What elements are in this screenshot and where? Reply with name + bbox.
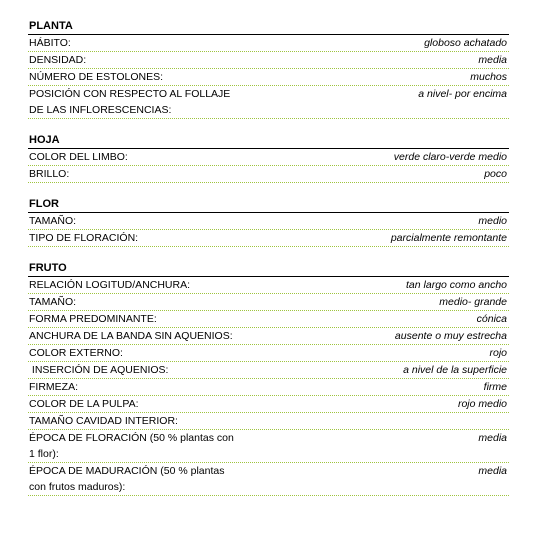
table-row [28,294,509,311]
row-label: TAMAÑO: [29,296,77,308]
table-row [28,396,509,413]
table-row [28,69,509,86]
row-label [28,430,234,462]
table-row [28,149,509,166]
row-value: medio- grande [439,296,507,308]
row-label: COLOR DE LA PULPA: [29,398,139,410]
row-value: firme [483,381,507,393]
row-value: parcialmente remontante [390,232,507,244]
row-label: HÁBITO: [29,37,71,49]
row-value: a nivel- por encima [418,88,507,100]
row-value: a nivel de la superficie [403,364,507,376]
row-label: COLOR EXTERNO: [29,347,123,359]
row-value: media [478,54,507,66]
section-title: FLOR [28,198,509,213]
table-row [28,413,509,430]
row-label: TAMAÑO CAVIDAD INTERIOR: [29,415,178,427]
row-label: INSERCIÓN DE AQUENIOS: [29,364,169,376]
table-row [28,35,509,52]
section-title: PLANTA [28,20,509,35]
table-row [28,430,509,463]
table-row [28,166,509,183]
table-row [28,463,509,496]
row-value: tan largo como ancho [406,279,507,291]
row-label: NÚMERO DE ESTOLONES: [29,71,163,83]
section-title: FRUTO [28,262,509,277]
row-label: RELACIÓN LOGITUD/ANCHURA: [29,279,191,291]
characteristics-sheet [28,20,509,511]
table-row [28,277,509,294]
row-label: ANCHURA DE LA BANDA SIN AQUENIOS: [29,330,233,342]
table-row [28,213,509,230]
row-label: COLOR DEL LIMBO: [29,151,128,163]
row-label-line: ÉPOCA DE MADURACIÓN (50 % plantas [29,465,225,477]
table-row [28,311,509,328]
row-value: globoso achatado [424,37,507,49]
table-row [28,328,509,345]
table-row [28,52,509,69]
table-row [28,379,509,396]
row-label-line: 1 flor): [29,448,59,460]
section-flor [28,198,509,247]
row-value: cónica [476,313,507,325]
row-label: TIPO DE FLORACIÓN: [29,232,139,244]
row-value: rojo [489,347,507,359]
row-value: rojo medio [457,398,507,410]
row-label: BRILLO: [29,168,70,180]
section-title: HOJA [28,134,509,149]
row-value: verde claro-verde medio [393,151,507,163]
table-row [28,362,509,379]
row-label-line: con frutos maduros): [29,481,126,493]
row-label [28,86,230,118]
table-row [28,345,509,362]
row-label: DENSIDAD: [29,54,87,66]
section-hoja [28,134,509,183]
row-label: TAMAÑO: [29,215,77,227]
table-row [28,230,509,247]
table-row [28,86,509,119]
row-label [28,463,224,495]
row-label-line: DE LAS INFLORESCENCIAS: [29,104,172,116]
row-label-line: POSICIÓN CON RESPECTO AL FOLLAJE [29,88,231,100]
row-value: poco [484,168,507,180]
row-value: media [478,465,507,477]
row-label-line: ÉPOCA DE FLORACIÓN (50 % plantas con [29,432,234,444]
row-value: medio [478,215,507,227]
row-value: media [478,432,507,444]
section-fruto [28,262,509,496]
row-label: FORMA PREDOMINANTE: [29,313,157,325]
row-value: ausente o muy estrecha [394,330,507,342]
section-planta [28,20,509,119]
row-value: muchos [470,71,507,83]
row-label: FIRMEZA: [29,381,78,393]
